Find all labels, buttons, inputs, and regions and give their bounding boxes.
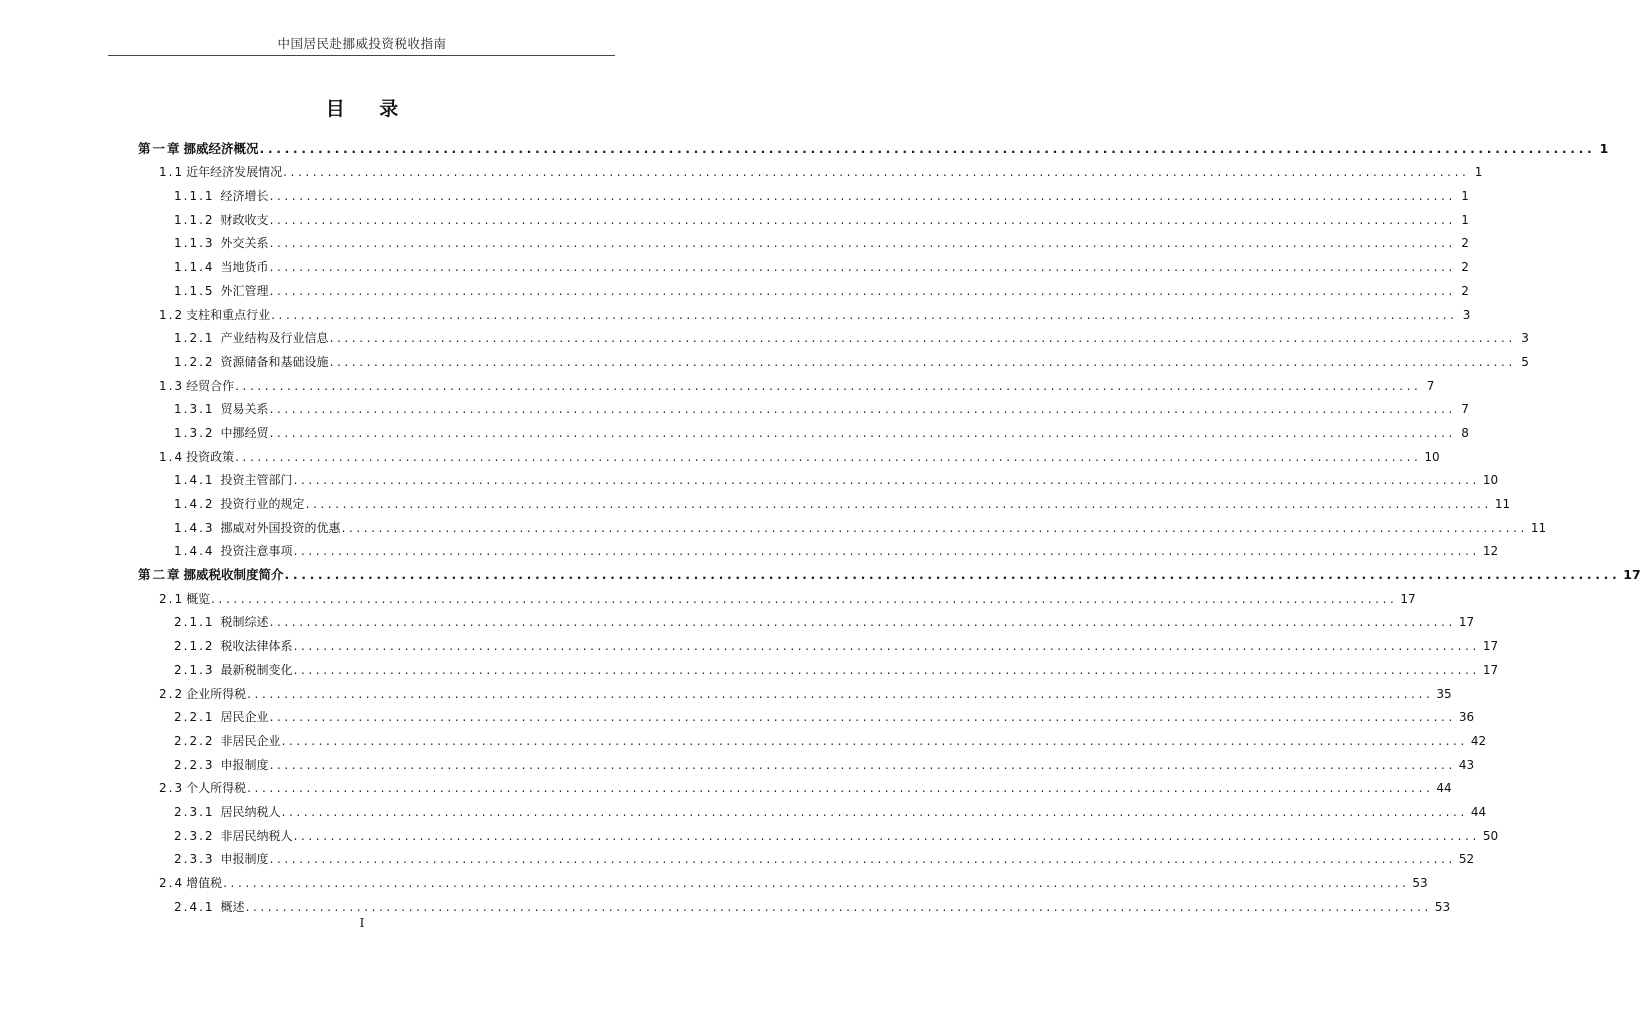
toc-entry-number: 1.4.4 bbox=[174, 544, 215, 559]
toc-entry-page: 5 bbox=[1521, 354, 1529, 369]
toc-entry-label bbox=[174, 284, 269, 298]
toc-entry-page: 10 bbox=[1482, 473, 1499, 488]
toc-leader-dots: ................................................................................................................................................................ bbox=[269, 425, 1456, 440]
toc-leader-dots: ................................................................................................................................................................ bbox=[271, 307, 1458, 322]
toc-leader-dots: ................................................................................................................................................................ bbox=[247, 781, 1434, 796]
toc-entry[interactable] bbox=[138, 843, 1475, 867]
toc-entry-number: 1.1.3 bbox=[174, 236, 215, 251]
toc-entry-text: 挪威税收制度简介 bbox=[183, 567, 284, 583]
toc-entry-page: 11 bbox=[1530, 520, 1547, 535]
toc-leader-dots: ................................................................................................................................................................ bbox=[293, 544, 1480, 559]
toc-leader-dots: ................................................................................................................................................................ bbox=[269, 189, 1456, 204]
toc-entry-page: 1 bbox=[1461, 189, 1469, 204]
toc-leader-dots: ................................................................................................................................................................ bbox=[341, 520, 1528, 535]
toc-leader-dots: ................................................................................................................................................................ bbox=[281, 804, 1468, 819]
toc-entry-number: 2.2 bbox=[159, 686, 185, 701]
toc-entry-page: 3 bbox=[1462, 307, 1471, 322]
toc-entry-page: 17 bbox=[1482, 662, 1499, 677]
toc-entry-label bbox=[174, 213, 269, 227]
toc-title: 目 录 bbox=[325, 98, 413, 120]
toc-entry-text: 当地货币 bbox=[220, 260, 269, 275]
toc-entry-label bbox=[174, 639, 293, 653]
toc-entry-text: 外汇管理 bbox=[220, 283, 269, 298]
toc-entry[interactable] bbox=[138, 369, 1435, 393]
toc-entry[interactable] bbox=[138, 298, 1471, 322]
toc-entry-text: 非居民企业 bbox=[220, 733, 281, 748]
toc-entry-label bbox=[174, 521, 341, 535]
toc-leader-dots: ................................................................................................................................................................ bbox=[329, 331, 1516, 346]
toc-leader-dots: ................................................................................................................................................................ bbox=[269, 212, 1456, 227]
toc-entry-label bbox=[174, 236, 269, 250]
toc-entry-number: 1.2.1 bbox=[174, 331, 215, 346]
toc-entry-text: 财政收支 bbox=[220, 212, 269, 227]
toc-entry[interactable] bbox=[138, 535, 1499, 559]
toc-entry[interactable] bbox=[138, 772, 1452, 796]
toc-entry-number: 1.3 bbox=[159, 378, 185, 393]
toc-leader-dots: ................................................................................................................................................................ bbox=[235, 449, 1422, 464]
toc-entry-number: 2.2.1 bbox=[174, 710, 215, 725]
toc-entry[interactable] bbox=[138, 132, 1609, 156]
toc-list bbox=[138, 132, 1641, 914]
toc-entry[interactable] bbox=[138, 795, 1487, 819]
toc-entry-number: 2.2.2 bbox=[174, 733, 215, 748]
toc-entry-page: 2 bbox=[1461, 283, 1469, 298]
toc-entry-number: 2.1 bbox=[159, 591, 185, 606]
toc-entry-page: 7 bbox=[1426, 378, 1435, 393]
toc-entry-number: 2.3 bbox=[159, 781, 185, 796]
toc-leader-dots: ................................................................................................................................................................ bbox=[259, 140, 1596, 156]
toc-entry-text: 最新税制变化 bbox=[220, 662, 293, 677]
toc-entry-text: 居民纳税人 bbox=[220, 804, 281, 819]
toc-entry-page: 43 bbox=[1458, 757, 1475, 772]
toc-entry-label bbox=[174, 734, 281, 748]
toc-entry-label bbox=[159, 165, 282, 179]
toc-entry-page: 53 bbox=[1412, 876, 1428, 890]
toc-leader-dots: ................................................................................................................................................................ bbox=[211, 591, 1398, 606]
toc-leader-dots: ................................................................................................................................................................ bbox=[293, 662, 1480, 677]
toc-leader-dots: ................................................................................................................................................................ bbox=[305, 497, 1492, 511]
toc-leader-dots: ................................................................................................................................................................ bbox=[269, 852, 1456, 867]
toc-entry-label bbox=[174, 544, 293, 558]
toc-entry-text: 税收法律体系 bbox=[220, 639, 293, 654]
toc-entry-number: 1.4.3 bbox=[174, 520, 215, 535]
toc-entry-text: 贸易关系 bbox=[220, 402, 269, 417]
toc-entry-text: 投资政策 bbox=[186, 449, 235, 464]
running-header: 中国居民赴挪威投资税收指南 bbox=[277, 36, 447, 51]
toc-entry-text: 非居民纳税人 bbox=[220, 828, 293, 843]
toc-entry-label bbox=[159, 379, 234, 393]
toc-entry-text: 税制综述 bbox=[220, 615, 269, 630]
toc-entry[interactable] bbox=[138, 677, 1452, 701]
toc-entry[interactable] bbox=[138, 866, 1428, 890]
toc-leader-dots: ................................................................................................................................................................ bbox=[269, 236, 1456, 251]
toc-entry-page: 1 bbox=[1599, 140, 1609, 156]
toc-entry-label bbox=[159, 308, 270, 322]
toc-entry-page: 8 bbox=[1461, 425, 1469, 440]
toc-entry[interactable] bbox=[138, 606, 1475, 630]
toc-entry-page: 17 bbox=[1623, 567, 1641, 583]
toc-entry-text: 个人所得税 bbox=[186, 781, 247, 796]
toc-entry-page: 44 bbox=[1436, 781, 1452, 796]
toc-entry-text: 产业结构及行业信息 bbox=[220, 331, 329, 346]
toc-entry-label bbox=[174, 805, 281, 819]
toc-entry-number: 2.3.3 bbox=[174, 852, 215, 867]
toc-leader-dots: ................................................................................................................................................................ bbox=[269, 757, 1456, 772]
toc-leader-dots: ................................................................................................................................................................ bbox=[245, 899, 1432, 914]
toc-entry-text: 经济增长 bbox=[220, 189, 269, 204]
toc-entry-label bbox=[174, 615, 269, 629]
toc-entry-number: 第一章 bbox=[138, 140, 182, 156]
toc-entry-number: 2.4.1 bbox=[174, 899, 215, 914]
toc-leader-dots: ................................................................................................................................................................ bbox=[281, 733, 1468, 748]
toc-entry-label bbox=[174, 758, 269, 772]
toc-entry-text: 居民企业 bbox=[220, 710, 269, 725]
toc-entry-text: 挪威对外国投资的优惠 bbox=[220, 520, 341, 535]
toc-entry-text: 资源储备和基础设施 bbox=[220, 354, 329, 369]
toc-leader-dots: ................................................................................................................................................................ bbox=[269, 710, 1456, 725]
toc-leader-dots: ................................................................................................................................................................ bbox=[284, 567, 1621, 583]
toc-entry-label bbox=[138, 568, 284, 582]
toc-entry[interactable] bbox=[138, 558, 1641, 583]
toc-entry[interactable] bbox=[138, 629, 1499, 654]
toc-entry[interactable] bbox=[138, 274, 1469, 298]
toc-entry[interactable] bbox=[138, 179, 1469, 204]
toc-leader-dots: ................................................................................................................................................................ bbox=[247, 686, 1434, 701]
toc-entry-number: 1.1.4 bbox=[174, 260, 215, 275]
toc-entry-text: 外交关系 bbox=[220, 236, 269, 251]
toc-entry-label bbox=[174, 189, 269, 203]
toc-entry-label bbox=[174, 260, 269, 274]
toc-entry-number: 1.2.2 bbox=[174, 354, 215, 369]
toc-entry-text: 增值税 bbox=[186, 876, 223, 890]
toc-entry-text: 申报制度 bbox=[220, 757, 269, 772]
toc-entry-page: 2 bbox=[1461, 236, 1469, 251]
toc-entry-label bbox=[174, 497, 305, 511]
toc-entry-page: 12 bbox=[1482, 544, 1499, 559]
toc-entry-page: 44 bbox=[1470, 804, 1487, 819]
toc-entry-label bbox=[174, 710, 269, 724]
toc-entry-label bbox=[174, 900, 245, 914]
toc-entry-label bbox=[174, 331, 329, 345]
toc-entry-text: 投资主管部门 bbox=[220, 473, 293, 488]
toc-entry-number: 2.1.1 bbox=[174, 615, 215, 630]
toc-entry-label bbox=[174, 402, 269, 416]
toc-entry[interactable] bbox=[138, 511, 1547, 535]
toc-entry-text: 挪威经济概况 bbox=[183, 140, 259, 156]
toc-entry-page: 52 bbox=[1458, 852, 1475, 867]
page-number: I bbox=[359, 916, 365, 930]
toc-entry-page: 10 bbox=[1424, 449, 1440, 464]
toc-leader-dots: ................................................................................................................................................................ bbox=[269, 402, 1456, 417]
toc-entry-number: 2.3.2 bbox=[174, 828, 215, 843]
toc-entry-page: 1 bbox=[1474, 165, 1483, 180]
toc-entry-number: 第二章 bbox=[138, 567, 182, 583]
toc-entry-page: 17 bbox=[1458, 615, 1475, 630]
toc-entry-text: 中挪经贸 bbox=[220, 425, 269, 440]
toc-entry-number: 1.1 bbox=[159, 165, 185, 180]
toc-entry[interactable] bbox=[138, 322, 1529, 346]
toc-entry[interactable] bbox=[138, 203, 1469, 227]
toc-entry-text: 申报制度 bbox=[220, 852, 269, 867]
toc-entry-label bbox=[138, 142, 259, 156]
toc-entry-label bbox=[159, 450, 234, 464]
toc-entry-label bbox=[174, 426, 269, 440]
toc-leader-dots: ................................................................................................................................................................ bbox=[269, 615, 1456, 630]
toc-entry-text: 近年经济发展情况 bbox=[186, 165, 283, 180]
toc-leader-dots: ................................................................................................................................................................ bbox=[283, 165, 1470, 180]
toc-entry[interactable] bbox=[138, 653, 1499, 677]
toc-entry-page: 11 bbox=[1494, 497, 1511, 511]
toc-entry-text: 经贸合作 bbox=[186, 378, 235, 393]
toc-entry-page: 36 bbox=[1458, 710, 1475, 725]
toc-entry-page: 3 bbox=[1521, 331, 1529, 346]
toc-entry[interactable] bbox=[138, 464, 1499, 488]
toc-entry[interactable] bbox=[138, 227, 1469, 251]
toc-entry-number: 2.1.3 bbox=[174, 662, 215, 677]
toc-entry-label bbox=[159, 781, 246, 795]
toc-entry[interactable] bbox=[138, 748, 1475, 772]
toc-entry[interactable] bbox=[138, 440, 1440, 464]
toc-entry-number: 1.1.2 bbox=[174, 212, 215, 227]
toc-entry[interactable] bbox=[138, 156, 1483, 180]
toc-entry[interactable] bbox=[138, 701, 1475, 725]
toc-entry-page: 50 bbox=[1482, 828, 1499, 843]
toc-entry[interactable] bbox=[138, 582, 1416, 606]
toc-entry-label bbox=[174, 355, 329, 369]
toc-entry-page: 42 bbox=[1470, 733, 1487, 748]
toc-entry-label bbox=[159, 876, 222, 890]
toc-leader-dots: ................................................................................................................................................................ bbox=[269, 260, 1456, 275]
toc-entry-text: 企业所得税 bbox=[186, 686, 247, 701]
toc-entry-text: 投资注意事项 bbox=[220, 544, 293, 559]
toc-entry[interactable] bbox=[138, 250, 1469, 275]
toc-entry-text: 支柱和重点行业 bbox=[186, 307, 271, 322]
toc-leader-dots: ................................................................................................................................................................ bbox=[293, 473, 1480, 488]
toc-entry-number: 1.1.1 bbox=[174, 189, 215, 204]
toc-entry-label bbox=[174, 663, 293, 677]
toc-entry-number: 1.4 bbox=[159, 449, 185, 464]
toc-leader-dots: ................................................................................................................................................................ bbox=[329, 354, 1516, 369]
toc-leader-dots: ................................................................................................................................................................ bbox=[269, 283, 1456, 298]
toc-entry-number: 1.3.2 bbox=[174, 425, 215, 440]
toc-entry-number: 2.1.2 bbox=[174, 639, 215, 654]
toc-entry-number: 2.4 bbox=[159, 876, 185, 890]
toc-entry-label bbox=[174, 852, 269, 866]
toc-entry[interactable] bbox=[138, 487, 1511, 511]
toc-entry-text: 投资行业的规定 bbox=[220, 497, 305, 511]
toc-leader-dots: ................................................................................................................................................................ bbox=[293, 828, 1480, 843]
toc-entry-page: 53 bbox=[1434, 899, 1451, 914]
toc-entry[interactable] bbox=[138, 724, 1487, 748]
toc-entry-label bbox=[159, 687, 246, 701]
toc-entry-label bbox=[174, 473, 293, 487]
toc-entry-number: 1.1.5 bbox=[174, 283, 215, 298]
toc-leader-dots: ................................................................................................................................................................ bbox=[223, 876, 1410, 890]
toc-entry-page: 35 bbox=[1436, 686, 1452, 701]
toc-leader-dots: ................................................................................................................................................................ bbox=[235, 378, 1422, 393]
toc-entry-number: 2.2.3 bbox=[174, 757, 215, 772]
toc-entry-number: 2.3.1 bbox=[174, 804, 215, 819]
toc-entry-number: 1.4.1 bbox=[174, 473, 215, 488]
toc-entry-page: 17 bbox=[1400, 591, 1416, 606]
toc-entry-label bbox=[159, 592, 210, 606]
toc-entry-page: 1 bbox=[1461, 212, 1469, 227]
toc-entry-number: 1.2 bbox=[159, 307, 185, 322]
toc-entry-number: 1.3.1 bbox=[174, 402, 215, 417]
toc-entry-number: 1.4.2 bbox=[174, 497, 215, 511]
toc-entry[interactable] bbox=[138, 345, 1529, 369]
toc-entry-page: 7 bbox=[1461, 402, 1469, 417]
toc-entry-text: 概述 bbox=[220, 899, 245, 914]
toc-entry-text: 概览 bbox=[186, 591, 211, 606]
toc-entry[interactable] bbox=[138, 393, 1469, 417]
toc-entry[interactable] bbox=[138, 819, 1499, 843]
toc-entry-page: 2 bbox=[1461, 260, 1469, 275]
toc-entry-label bbox=[174, 829, 293, 843]
toc-entry-page: 17 bbox=[1482, 639, 1499, 654]
toc-entry[interactable] bbox=[138, 416, 1469, 440]
header-rule bbox=[108, 55, 615, 56]
toc-leader-dots: ................................................................................................................................................................ bbox=[293, 639, 1480, 654]
toc-entry[interactable] bbox=[138, 890, 1451, 914]
